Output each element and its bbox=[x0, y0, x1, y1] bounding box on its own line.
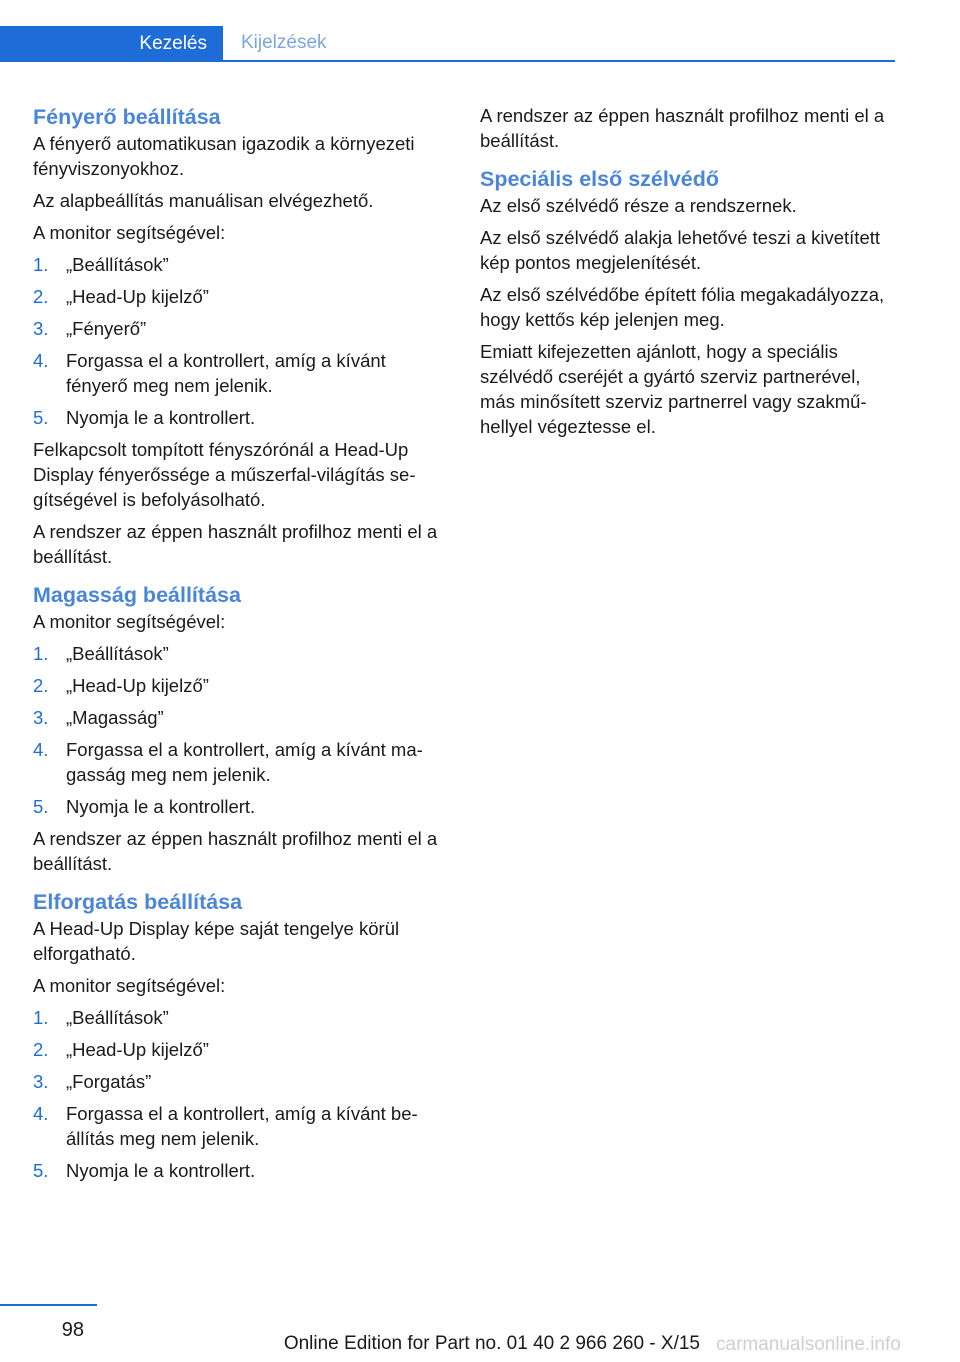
list-item bbox=[33, 1069, 451, 1094]
step-number: 5. bbox=[33, 407, 49, 428]
list-item bbox=[33, 794, 451, 819]
tab-kezeles-label: Kezelés bbox=[139, 33, 207, 54]
tab-kijelzesek-label: Kijelzések bbox=[241, 32, 327, 53]
step-text: Nyomja le a kontrollert. bbox=[66, 407, 256, 428]
step-text: „Magasság” bbox=[66, 707, 164, 728]
step-text: „Beállítások” bbox=[66, 1007, 169, 1028]
step-number: 2. bbox=[33, 1039, 49, 1060]
list-item bbox=[33, 705, 451, 730]
step-number: 5. bbox=[33, 1160, 49, 1181]
list-item bbox=[33, 405, 451, 430]
footer-rule bbox=[0, 1304, 97, 1306]
right-column bbox=[480, 103, 898, 446]
step-text: Forgassa el a kontrollert, amíg a kívánt magasság meg nem jelenik. bbox=[66, 739, 423, 785]
paragraph: A rendszer az éppen használt profilhoz menti el a beállítást. bbox=[33, 521, 438, 567]
step-number: 4. bbox=[33, 739, 49, 760]
paragraph: A monitor segítségével: bbox=[33, 975, 226, 996]
list-item bbox=[33, 316, 451, 341]
edition-note: Online Edition for Part no. 01 40 2 966 260 - X/15 bbox=[283, 1333, 700, 1354]
tab-kijelzesek[interactable] bbox=[241, 26, 327, 60]
step-text: Nyomja le a kontrollert. bbox=[66, 1160, 256, 1181]
step-number: 1. bbox=[33, 1007, 49, 1028]
list-item bbox=[33, 673, 451, 698]
step-number: 1. bbox=[33, 254, 49, 275]
step-text: Forgassa el a kontrollert, amíg a kívánt beállítás meg nem jelenik. bbox=[66, 1103, 418, 1149]
page-number: 98 bbox=[61, 1319, 84, 1341]
paragraph: Felkapcsolt tompított fényszórónál a Head-Up Display fényerőssége a műszerfal-világítás segítségével is befolyásolható. bbox=[33, 439, 416, 510]
section-title: Speciális első szélvédő bbox=[480, 167, 720, 191]
step-number: 3. bbox=[33, 1071, 49, 1092]
list-item bbox=[33, 737, 451, 787]
paragraph: Az első szélvédőbe épített fólia megakadályozza, hogy kettős kép jelenjen meg. bbox=[480, 284, 885, 330]
list-item bbox=[33, 252, 451, 277]
paragraph: Az első szélvédő alakja lehetővé teszi a kivetített kép pontos megjelenítését. bbox=[480, 227, 881, 273]
step-number: 2. bbox=[33, 675, 49, 696]
section-windshield bbox=[480, 165, 898, 439]
paragraph: A fényerő automatikusan igazodik a környezeti fényviszonyokhoz. bbox=[33, 133, 415, 179]
step-number: 4. bbox=[33, 1103, 49, 1124]
list-item bbox=[33, 1037, 451, 1062]
left-column bbox=[33, 103, 451, 1190]
step-list bbox=[33, 641, 451, 819]
step-text: „Forgatás” bbox=[66, 1071, 152, 1092]
paragraph: Emiatt kifejezetten ajánlott, hogy a speciális szélvédő cseréjét a gyártó szerviz partnerével, más minősített szerviz partnerrel vagy szakműhellyel végeztesse el. bbox=[480, 341, 867, 437]
step-number: 3. bbox=[33, 318, 49, 339]
step-text: „Fényerő” bbox=[66, 318, 147, 339]
section-rotation bbox=[33, 888, 451, 1183]
step-text: „Head-Up kijelző” bbox=[66, 1039, 209, 1060]
paragraph: Az első szélvédő része a rendszernek. bbox=[480, 195, 797, 216]
chapter-header bbox=[0, 26, 895, 62]
list-item bbox=[33, 641, 451, 666]
list-item bbox=[33, 1005, 451, 1030]
paragraph: A Head-Up Display képe saját tengelye körül elforgatható. bbox=[33, 918, 400, 964]
step-number: 2. bbox=[33, 286, 49, 307]
list-item bbox=[33, 284, 451, 309]
step-list bbox=[33, 252, 451, 430]
step-text: Forgassa el a kontrollert, amíg a kívánt fényerő meg nem jelenik. bbox=[66, 350, 386, 396]
list-item bbox=[33, 348, 451, 398]
step-text: „Head-Up kijelző” bbox=[66, 675, 209, 696]
paragraph: A rendszer az éppen használt profilhoz menti el a beállítást. bbox=[480, 105, 885, 151]
step-number: 4. bbox=[33, 350, 49, 371]
step-text: „Beállítások” bbox=[66, 254, 169, 275]
step-number: 3. bbox=[33, 707, 49, 728]
section-title: Magasság beállítása bbox=[33, 583, 241, 607]
step-list bbox=[33, 1005, 451, 1183]
header-rule bbox=[0, 60, 895, 62]
list-item bbox=[33, 1158, 451, 1183]
section-brightness bbox=[33, 103, 451, 569]
section-title: Elforgatás beállítása bbox=[33, 890, 243, 914]
step-text: „Head-Up kijelző” bbox=[66, 286, 209, 307]
step-number: 1. bbox=[33, 643, 49, 664]
section-height bbox=[33, 581, 451, 876]
paragraph: A rendszer az éppen használt profilhoz menti el a beállítást. bbox=[33, 828, 438, 874]
step-text: „Beállítások” bbox=[66, 643, 169, 664]
list-item bbox=[33, 1101, 451, 1151]
section-title: Fényerő beállítása bbox=[33, 105, 221, 129]
step-text: Nyomja le a kontrollert. bbox=[66, 796, 256, 817]
tab-kezeles[interactable] bbox=[0, 26, 223, 62]
paragraph: A monitor segítségével: bbox=[33, 222, 226, 243]
paragraph: A monitor segítségével: bbox=[33, 611, 226, 632]
paragraph: Az alapbeállítás manuálisan elvégezhető. bbox=[33, 190, 374, 211]
step-number: 5. bbox=[33, 796, 49, 817]
watermark: carmanualsonline.info bbox=[716, 1334, 901, 1355]
